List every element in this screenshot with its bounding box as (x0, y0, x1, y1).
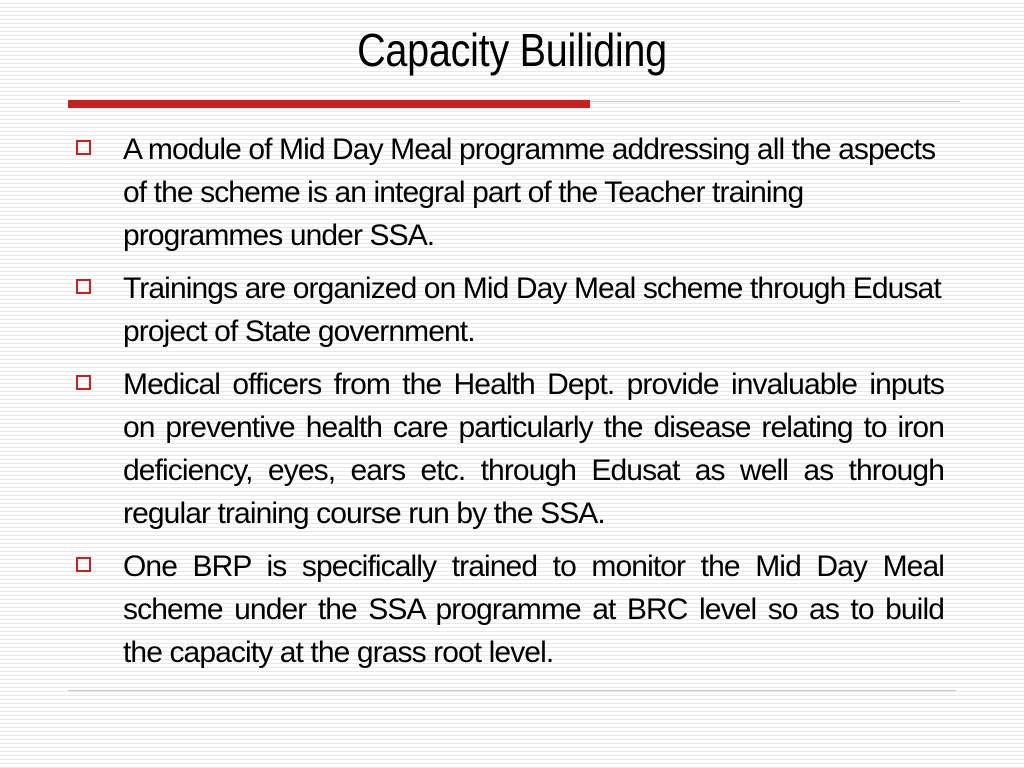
title-underline-accent (68, 100, 590, 108)
hollow-square-icon (76, 279, 91, 294)
slide-title: Capacity Builiding (357, 24, 667, 76)
bullet-text: Medical officers from the Health Dept. provide invaluable inputs on preventive health care particularly the disease relating to iron deficiency, eyes, ears etc. through Edusat as well as through regular training course run by the SSA. (123, 368, 944, 530)
hollow-square-icon (76, 140, 91, 155)
bullet-item-1 (72, 128, 944, 257)
bullet-item-4 (72, 545, 944, 674)
bullet-text: One BRP is specifically trained to monitor the Mid Day Meal scheme under the SSA programme at BRC level so as to build the capacity at the grass root level. (123, 550, 944, 669)
bullet-text: Trainings are organized on Mid Day Meal scheme through Edusat project of State government. (123, 272, 941, 348)
hollow-square-icon (76, 557, 91, 572)
footer-rule (68, 690, 956, 691)
bullet-text: A module of Mid Day Meal programme addressing all the aspects of the scheme is an integral part of the Teacher training programmes under SSA. (123, 133, 936, 252)
hollow-square-icon (76, 375, 91, 390)
bullet-item-2 (72, 267, 944, 353)
bullet-item-3 (72, 363, 944, 535)
bullet-list (72, 128, 944, 684)
